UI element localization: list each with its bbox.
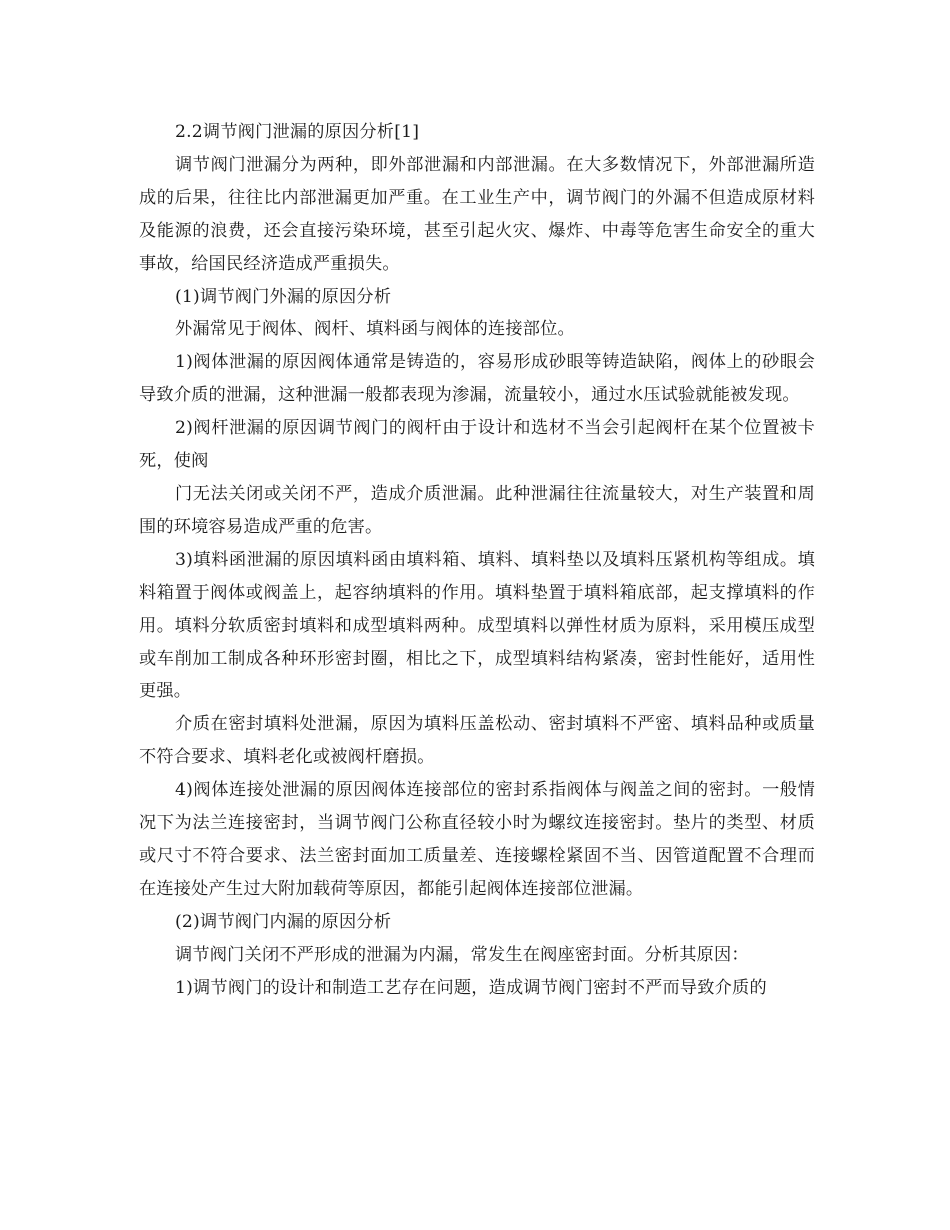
paragraph-internal-leak-cause-1: 1)调节阀门的设计和制造工艺存在问题，造成调节阀门密封不严而导致介质的 [175, 977, 767, 998]
subheading-internal-leak: (2)调节阀门内漏的原因分析 [175, 911, 392, 932]
paragraph-packing-leak-causes: 介质在密封填料处泄漏，原因为填料压盖松动、密封填料不严密、填料品种或质量不符合要求、填料老化或被阀杆磨损。 [139, 714, 815, 768]
subheading-external-leak: (1)调节阀门外漏的原因分析 [175, 286, 392, 307]
paragraph-external-locations: 外漏常见于阀体、阀杆、填料函与阀体的连接部位。 [175, 319, 575, 340]
paragraph-internal-leak-definition: 调节阀门关闭不严形成的泄漏为内漏，常发生在阀座密封面。分析其原因： [175, 944, 749, 965]
paragraph-connection-leak: 4)阀体连接处泄漏的原因阀体连接部位的密封系指阀体与阀盖之间的密封。一般情况下为法兰连接密封，当调节阀门公称直径较小时为螺纹连接密封。垫片的类型、材质或尺寸不符合要求、法兰密封面加工质量差、连接螺栓紧固不当、因管道配置不合理而在连接处产生过大附加载荷等原因，都能引起阀体连接部位泄漏。 [139, 780, 815, 899]
paragraph-valve-body-leak: 1)阀体泄漏的原因阀体通常是铸造的，容易形成砂眼等铸造缺陷，阀体上的砂眼会导致介质的泄漏，这种泄漏一般都表现为渗漏，流量较小，通过水压试验就能被发现。 [139, 352, 815, 406]
section-heading: 2.2调节阀门泄漏的原因分析[1] [175, 122, 420, 142]
paragraph-valve-stem-leak-continued: 门无法关闭或关闭不严，造成介质泄漏。此种泄漏往往流量较大，对生产装置和周围的环境容易造成严重的危害。 [139, 483, 815, 537]
paragraph-intro: 调节阀门泄漏分为两种，即外部泄漏和内部泄漏。在大多数情况下，外部泄漏所造成的后果，往往比内部泄漏更加严重。在工业生产中，调节阀门的外漏不但造成原材料及能源的浪费，还会直接污染环境，甚至引起火灾、爆炸、中毒等危害生命安全的重大事故，给国民经济造成严重损失。 [139, 154, 815, 274]
document-body [139, 116, 815, 1004]
paragraph-packing-box-leak: 3)填料函泄漏的原因填料函由填料箱、填料、填料垫以及填料压紧机构等组成。填料箱置于阀体或阀盖上，起容纳填料的作用。填料垫置于填料箱底部，起支撑填料的作用。填料分软质密封填料和成型填料两种。成型填料以弹性材质为原料，采用模压成型或车削加工制成各种环形密封圈，相比之下，成型填料结构紧凑，密封性能好，适用性更强。 [139, 549, 815, 702]
paragraph-valve-stem-leak: 2)阀杆泄漏的原因调节阀门的阀杆由于设计和选材不当会引起阀杆在某个位置被卡死，使阀 [139, 418, 815, 472]
